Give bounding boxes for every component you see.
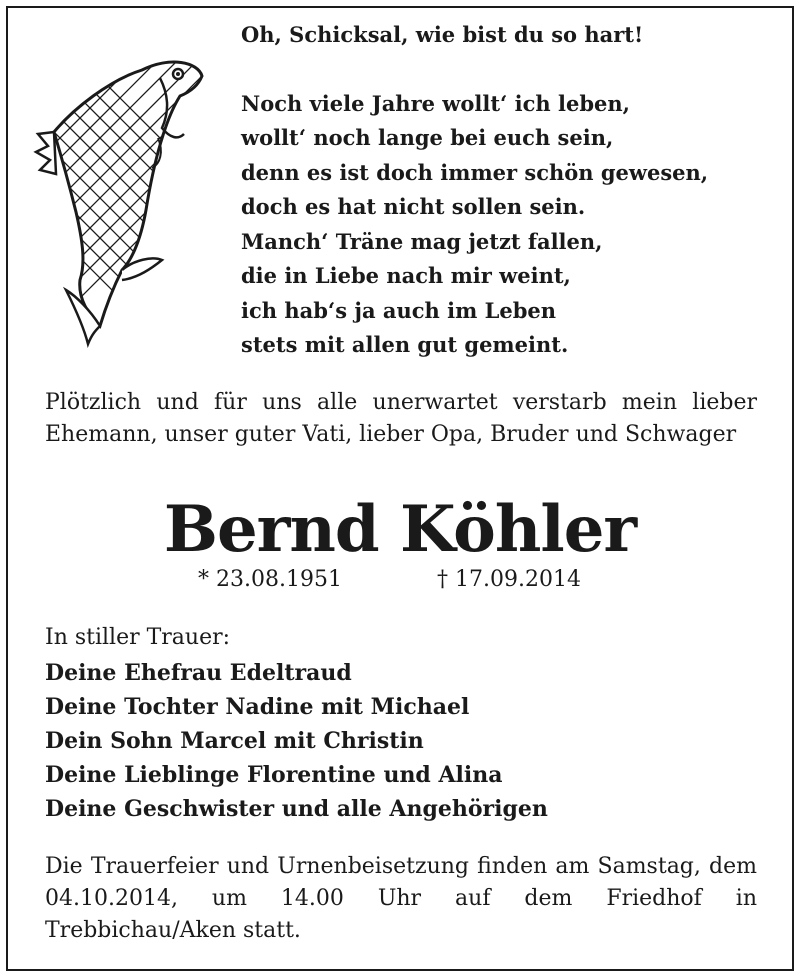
fish-icon	[30, 48, 210, 348]
poem-line: Noch viele Jahre wollt‘ ich leben,	[241, 90, 630, 116]
poem-line: Manch‘ Träne mag jetzt fallen,	[241, 228, 603, 254]
poem-title: Oh, Schicksal, wie bist du so hart!	[241, 22, 644, 47]
poem	[241, 18, 781, 363]
deceased-name: Bernd Köhler	[163, 492, 637, 567]
intro-text: Plötzlich und für uns alle unerwartet verstarb mein lieber Ehemann, unser guter Vati, lieber Opa, Bruder und Schwager	[45, 390, 757, 447]
poem-line: stets mit allen gut gemeint.	[241, 332, 569, 357]
poem-line: die in Liebe nach mir weint,	[241, 263, 571, 288]
list-item: Deine Lieblinge Florentine und Alina	[45, 762, 503, 788]
list-item: Deine Geschwister und alle Angehörigen	[45, 796, 548, 822]
poem-line: wollt‘ noch lange bei euch sein,	[241, 125, 614, 150]
birth-date: * 23.08.1951	[198, 567, 342, 592]
death-date: † 17.09.2014	[437, 567, 581, 592]
list-item: Dein Sohn Marcel mit Christin	[45, 728, 424, 754]
poem-line: ich hab‘s ja auch im Leben	[241, 297, 557, 323]
poem-line: doch es hat nicht sollen sein.	[241, 194, 586, 219]
funeral-text: Die Trauerfeier und Urnenbeisetzung finden am Samstag, dem 04.10.2014, um 14.00 Uhr auf dem Friedhof in Trebbichau/Aken statt.	[45, 854, 757, 943]
mourners-list	[45, 656, 548, 826]
mourning-label: In stiller Trauer:	[45, 625, 231, 650]
poem-line: denn es ist doch immer schön gewesen,	[241, 159, 709, 185]
list-item: Deine Ehefrau Edeltraud	[45, 660, 352, 686]
list-item: Deine Tochter Nadine mit Michael	[45, 694, 470, 720]
